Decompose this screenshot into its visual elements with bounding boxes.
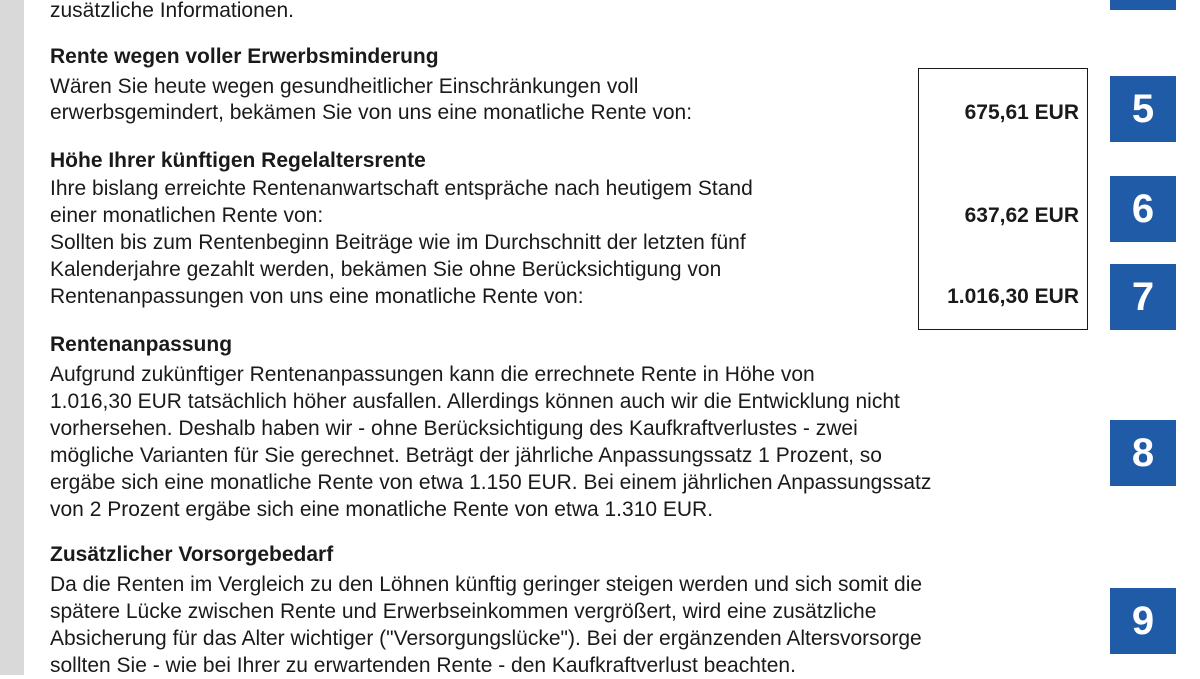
section-title-rentenanpassung: Rentenanpassung	[50, 333, 233, 356]
section-title-regelaltersrente: Höhe Ihrer künftigen Regelaltersrente	[50, 149, 426, 172]
text-line: sollten Sie - wie bei Ihrer zu erwartenden Rente - den Kaufkraftverlust beachten.	[50, 654, 796, 677]
text-line: Aufgrund zukünftiger Rentenanpassungen kann die errechnete Rente in Höhe von	[50, 363, 815, 386]
amount-box	[918, 68, 1088, 330]
text-line: vorhersehen. Deshalb haben wir - ohne Berücksichtigung des Kaufkraftverlustes - zwei	[50, 417, 858, 440]
marker-7: 7	[1110, 264, 1176, 330]
marker-9: 9	[1110, 588, 1176, 654]
text-line: Wären Sie heute wegen gesundheitlicher Einschränkungen voll	[50, 75, 639, 98]
text-line: einer monatlichen Rente von:	[50, 204, 324, 227]
text-line: Ihre bislang erreichte Rentenanwartschaft entspräche nach heutigem Stand	[50, 177, 753, 200]
text-line: mögliche Varianten für Sie gerechnet. Beträgt der jährliche Anpassungssatz 1 Prozent, so	[50, 444, 882, 467]
marker-5: 5	[1110, 76, 1176, 142]
left-margin-edge	[24, 0, 28, 675]
text-line: Kalenderjahre gezahlt werden, bekämen Sie ohne Berücksichtigung von	[50, 258, 722, 281]
text-line: spätere Lücke zwischen Rente und Erwerbseinkommen vergrößert, wird eine zusätzliche	[50, 600, 877, 623]
marker-8: 8	[1110, 420, 1176, 486]
text-line: Absicherung für das Alter wichtiger ("Versorgungslücke"). Bei der ergänzenden Altersvorsorge	[50, 627, 922, 650]
text-line: 1.016,30 EUR tatsächlich höher ausfallen. Allerdings können auch wir die Entwicklung nicht	[50, 390, 900, 413]
section-title-vorsorgebedarf: Zusätzlicher Vorsorgebedarf	[50, 543, 334, 566]
text-line: von 2 Prozent ergäbe sich eine monatliche Rente von etwa 1.310 EUR.	[50, 498, 714, 521]
amount-erwerbsminderung: 675,61 EUR	[964, 101, 1079, 124]
left-margin-bar	[0, 0, 24, 675]
section-title-erwerbsminderung: Rente wegen voller Erwerbsminderung	[50, 45, 439, 68]
marker-6: 6	[1110, 176, 1176, 242]
text-line: erwerbsgemindert, bekämen Sie von uns eine monatliche Rente von:	[50, 101, 693, 124]
text-line: Rentenanpassungen von uns eine monatliche Rente von:	[50, 285, 584, 308]
marker-cut-off	[1110, 0, 1176, 10]
text-line: Sollten bis zum Rentenbeginn Beiträge wie im Durchschnitt der letzten fünf	[50, 231, 746, 254]
text-line: Da die Renten im Vergleich zu den Löhnen künftig geringer steigen werden und sich somit die	[50, 573, 923, 596]
text-line: ergäbe sich eine monatliche Rente von etwa 1.150 EUR. Bei einem jährlichen Anpassungssatz	[50, 471, 932, 494]
cut-off-line: zusätzliche Informationen.	[50, 0, 294, 22]
amount-regelaltersrente-projected: 1.016,30 EUR	[947, 285, 1079, 308]
amount-regelaltersrente-current: 637,62 EUR	[964, 204, 1079, 227]
pension-statement-page	[50, 0, 1190, 675]
